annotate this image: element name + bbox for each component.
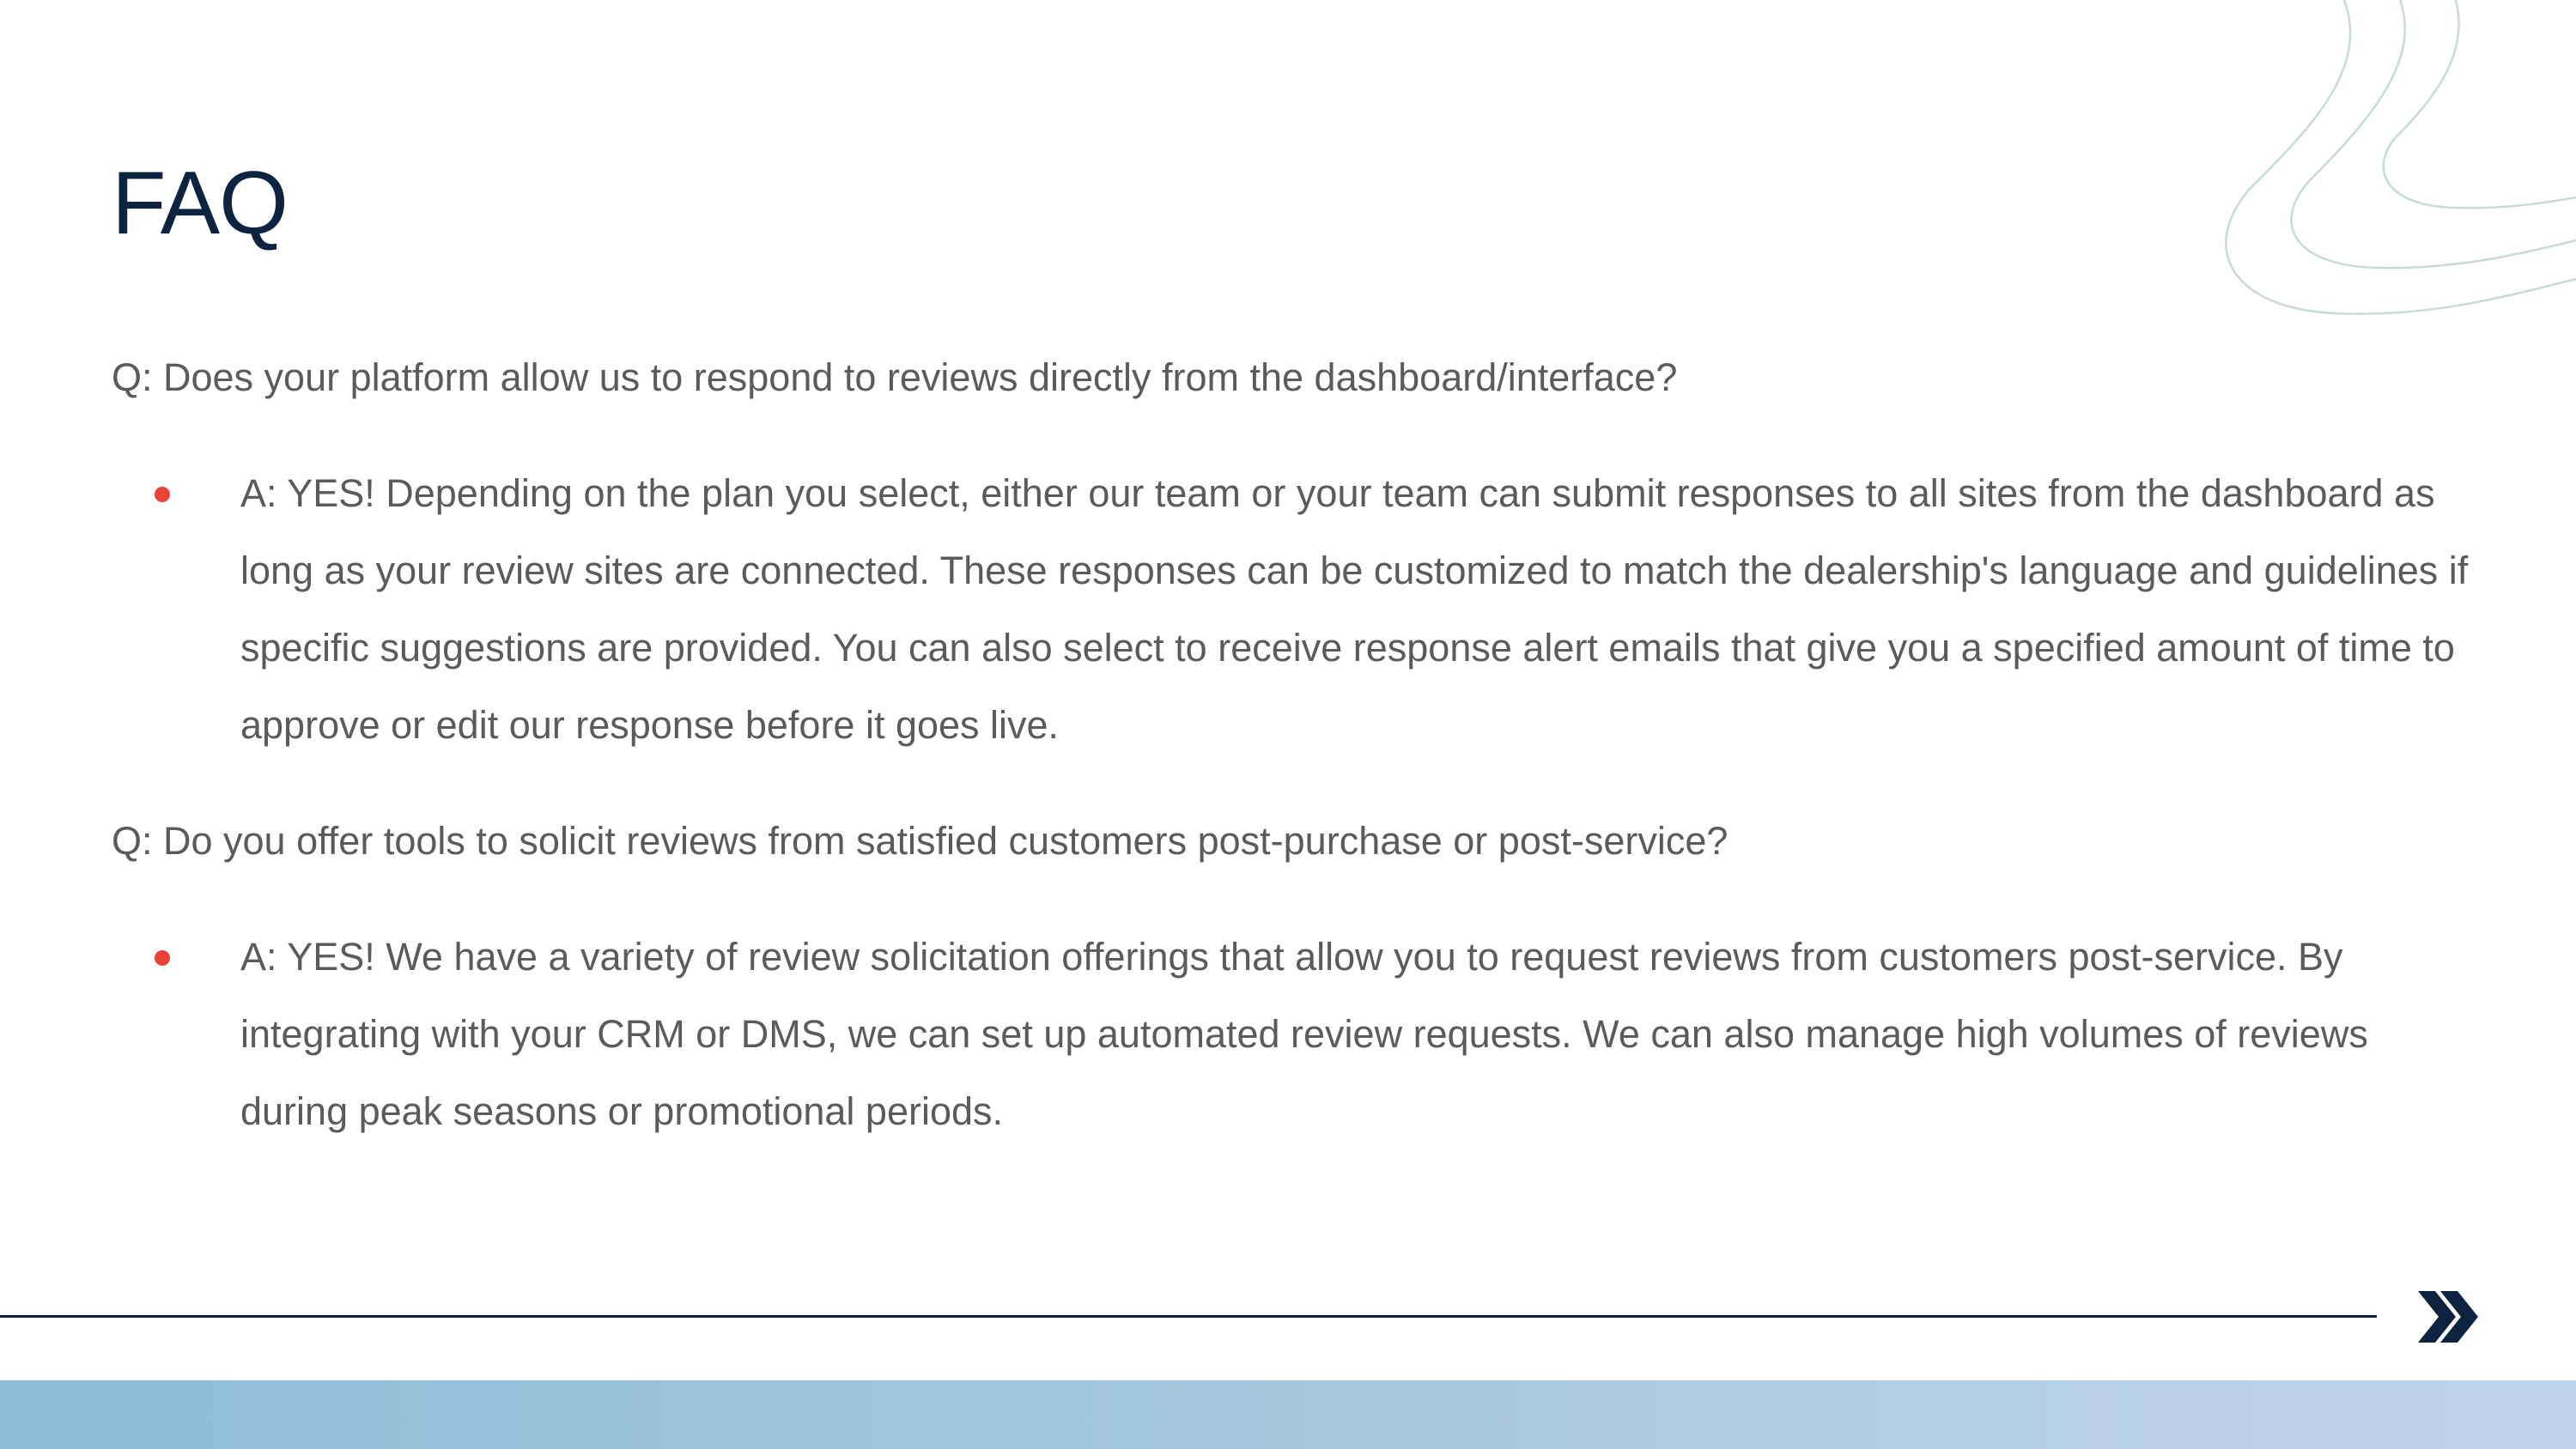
faq-question-2: Q: Do you offer tools to solicit reviews from satisfied customers post-purchase or post-service? — [112, 819, 1728, 863]
footer-band — [0, 1380, 2576, 1449]
faq-answer-1-text: A: YES! Depending on the plan you select, either our team or your team can submit responses to all sites from the dashboard as long as your review sites are connected. These responses can be customized to match the dealership's language and guidelines if specific suggestions are provided. You can also select to receive response alert emails that give you a specified amount of time to approve or edit our response before it goes live. — [240, 471, 2469, 747]
faq-answer-2 — [112, 919, 2482, 1150]
footer-divider — [0, 1315, 2377, 1318]
faq-answer-1 — [112, 455, 2482, 764]
wave-lines-decoration — [2198, 0, 2576, 326]
double-chevron-right-icon[interactable] — [2415, 1288, 2482, 1346]
faq-list — [112, 339, 2482, 1189]
bullet-icon — [155, 950, 170, 966]
faq-question-1: Q: Does your platform allow us to respond to reviews directly from the dashboard/interface? — [112, 355, 1678, 399]
bullet-icon — [155, 487, 170, 502]
page-title: FAQ — [112, 154, 289, 253]
faq-answer-2-text: A: YES! We have a variety of review solicitation offerings that allow you to request reviews from customers post-service. By integrating with your CRM or DMS, we can set up automated review requests. We can also manage high volumes of reviews during peak seasons or promotional periods. — [240, 935, 2368, 1133]
